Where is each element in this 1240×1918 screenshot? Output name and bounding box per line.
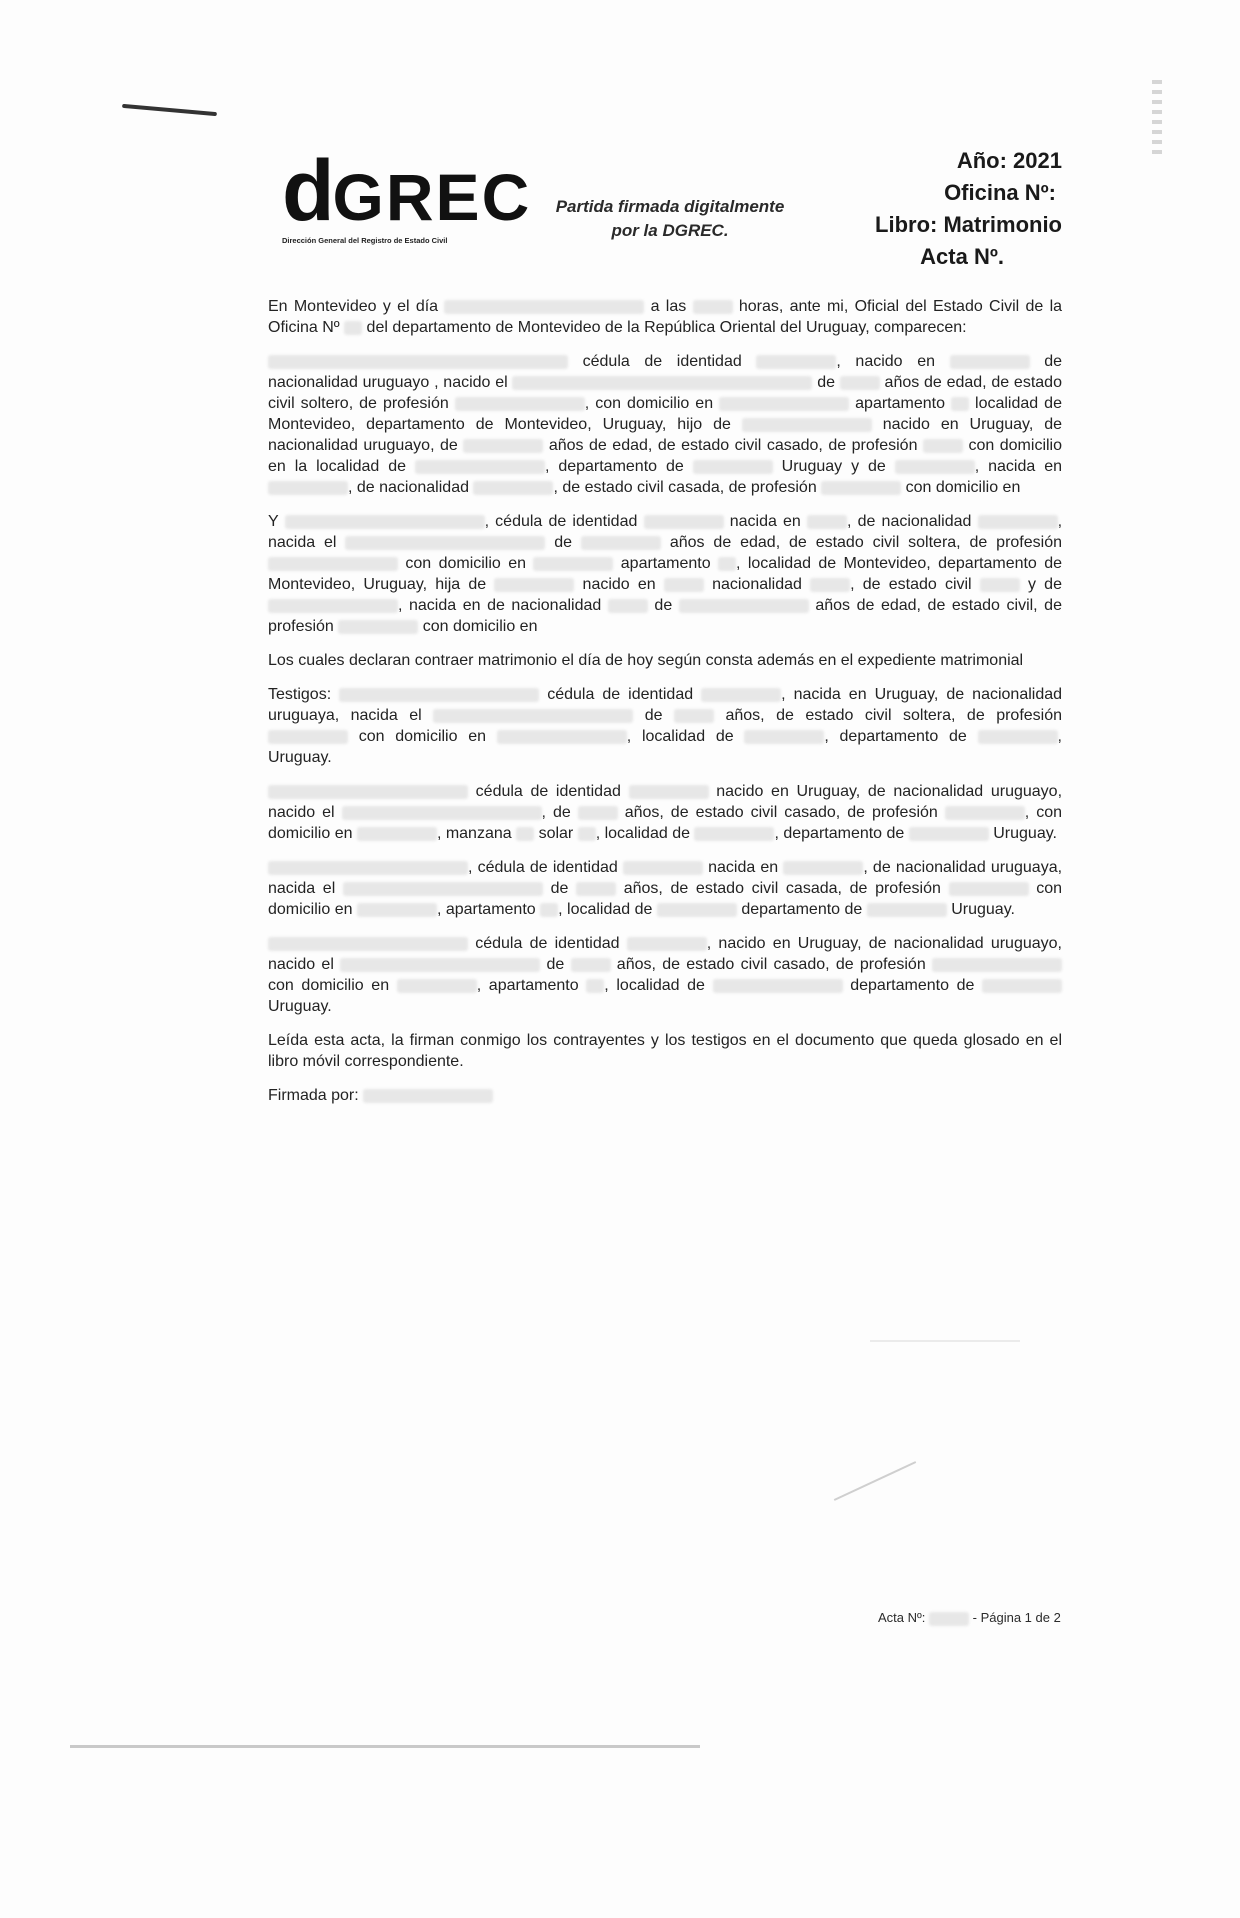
redacted-field	[810, 578, 850, 592]
redacted-field	[357, 827, 437, 841]
redacted-field	[268, 599, 398, 613]
redacted-field	[581, 536, 661, 550]
redacted-field	[268, 861, 468, 875]
bride-text: nacido en	[582, 576, 656, 593]
witness-text: departamento de	[850, 977, 975, 994]
footer-page-label: - Página 1 de 2	[972, 1610, 1061, 1625]
witness-text: con domicilio en	[268, 880, 1062, 918]
witness-text: , departamento de	[774, 825, 905, 842]
bride-text: , nacida en	[398, 597, 481, 614]
redacted-field	[644, 515, 724, 529]
witness-text: años, de estado civil casada, de profesión	[623, 880, 941, 897]
groom-text: de	[817, 374, 836, 391]
witness-text: , cédula de identidad	[468, 859, 618, 876]
redacted-field	[945, 806, 1025, 820]
redacted-field	[895, 460, 975, 474]
witness-text: , manzana	[436, 825, 512, 842]
record-number-label: Acta Nº.	[920, 244, 1004, 269]
redacted-field	[783, 861, 863, 875]
groom-text: , de estado civil casada, de profesión	[553, 479, 817, 496]
witness-text: de	[546, 956, 565, 973]
scan-artifact	[834, 1461, 916, 1501]
witness-text: , departamento de	[824, 728, 967, 745]
redacted-field	[338, 620, 418, 634]
witness-text: , Uruguay.	[268, 728, 1062, 766]
redacted-field	[713, 979, 843, 993]
witness-text: años, de estado civil casado, de profesión	[624, 804, 938, 821]
groom-text: localidad de Montevideo, departamento de Montevideo, Uruguay, hijo de	[268, 395, 1062, 433]
witness-text: años, de estado civil soltera, de profesión	[725, 707, 1063, 724]
groom-text: nacido en Uruguay, de nacionalidad uruguayo, de	[268, 416, 1063, 454]
redacted-field	[343, 882, 543, 896]
witness-text: , de	[541, 804, 571, 821]
bride-text: con domicilio en	[422, 618, 538, 635]
redacted-field	[718, 557, 736, 571]
redacted-field	[576, 882, 616, 896]
record-header	[840, 145, 1062, 273]
redacted-field	[949, 882, 1029, 896]
redacted-field	[397, 979, 477, 993]
bride-text: de	[654, 597, 673, 614]
redacted-field	[268, 557, 398, 571]
witness-text: con domicilio en	[358, 728, 487, 745]
groom-text: , con domicilio en	[584, 395, 714, 412]
bride-text: , de nacionalidad	[847, 513, 972, 530]
witness-text: , nacida en Uruguay, de nacionalidad uruguaya, nacida el	[268, 686, 1063, 724]
redacted-field	[578, 827, 596, 841]
intro-text: del departamento de Montevideo de la República Oriental del Uruguay, comparecen:	[366, 319, 967, 336]
bride-text: , de estado civil	[850, 576, 972, 593]
groom-text: , nacido en	[836, 353, 935, 370]
redacted-field	[516, 827, 534, 841]
redacted-field	[357, 903, 437, 917]
witness-text: , localidad de	[626, 728, 734, 745]
witness-text: nacida en	[708, 859, 779, 876]
bride-text: , cédula de identidad	[484, 513, 638, 530]
redacted-field	[693, 300, 733, 314]
redacted-field	[664, 578, 704, 592]
redacted-field	[742, 418, 872, 432]
groom-text: con domicilio en la localidad de	[268, 437, 1063, 475]
groom-text: años de edad, de estado civil soltero, de profesión	[268, 374, 1062, 412]
redacted-field	[629, 785, 709, 799]
redacted-field	[533, 557, 613, 571]
redacted-field	[285, 515, 485, 529]
groom-text: , de nacionalidad	[348, 479, 469, 496]
redacted-field	[679, 599, 809, 613]
redacted-field	[627, 937, 707, 951]
redacted-field	[932, 958, 1062, 972]
redacted-field	[929, 1612, 969, 1626]
page-footer	[878, 1610, 1061, 1626]
redacted-field	[756, 355, 836, 369]
redacted-field	[978, 730, 1058, 744]
office-label: Oficina Nº:	[944, 180, 1056, 205]
redacted-field	[444, 300, 644, 314]
groom-paragraph	[268, 351, 1062, 498]
redacted-field	[433, 709, 633, 723]
bride-text: nacionalidad	[712, 576, 802, 593]
witness-text: de	[550, 880, 569, 897]
signed-by-text: Firmada por:	[268, 1087, 359, 1104]
bride-text: , nacida el	[268, 513, 1063, 551]
redacted-field	[693, 460, 773, 474]
redacted-field	[473, 481, 553, 495]
witness-text: Uruguay.	[951, 901, 1015, 918]
redacted-field	[923, 439, 963, 453]
redacted-field	[807, 515, 847, 529]
witness-text: solar	[538, 825, 574, 842]
redacted-field	[268, 355, 568, 369]
witness-text: , localidad de	[558, 901, 653, 918]
redacted-field	[455, 397, 585, 411]
redacted-field	[867, 903, 947, 917]
redacted-field	[344, 321, 362, 335]
redacted-field	[578, 806, 618, 820]
intro-paragraph	[268, 296, 1062, 338]
redacted-field	[340, 958, 540, 972]
intro-text: horas, ante mi,	[738, 298, 849, 315]
redacted-field	[608, 599, 648, 613]
witness-text: , con domicilio en	[268, 804, 1062, 842]
witness-1-paragraph	[268, 684, 1062, 768]
redacted-field	[657, 903, 737, 917]
witness-text: años, de estado civil casado, de profesión	[616, 956, 926, 973]
witness-text: , localidad de	[595, 825, 690, 842]
book-label: Libro: Matrimonio	[875, 212, 1062, 237]
witness-4-paragraph	[268, 933, 1062, 1017]
bride-paragraph	[268, 511, 1062, 637]
redacted-field	[980, 578, 1020, 592]
digital-note-line-2: por la DGREC.	[611, 221, 729, 240]
redacted-field	[342, 806, 542, 820]
logo-subtitle: Dirección General del Registro de Estado Civil	[282, 236, 448, 245]
witness-text: cédula de identidad	[475, 783, 621, 800]
redacted-field	[623, 861, 703, 875]
bride-text: años de edad, de estado civil soltera, de profesión	[669, 534, 1063, 551]
redacted-field	[951, 397, 969, 411]
groom-text: , nacida en	[974, 458, 1062, 475]
redacted-field	[674, 709, 714, 723]
redacted-field	[982, 979, 1062, 993]
redacted-field	[463, 439, 543, 453]
intro-text: Oficial del Estado Civil de la Oficina Nº	[268, 298, 1063, 336]
redacted-field	[840, 376, 880, 390]
redacted-field	[512, 376, 812, 390]
dgrec-logo	[282, 143, 532, 250]
redacted-field	[719, 397, 849, 411]
witness-text: , apartamento	[436, 901, 536, 918]
redacted-field	[950, 355, 1030, 369]
groom-text: Uruguay y de	[781, 458, 886, 475]
redacted-field	[909, 827, 989, 841]
bride-text: de nacionalidad	[487, 597, 602, 614]
groom-text: cédula de identidad	[582, 353, 742, 370]
intro-text: En Montevideo y el día	[268, 298, 439, 315]
witness-3-paragraph	[268, 857, 1062, 920]
redacted-field	[497, 730, 627, 744]
groom-text: años de edad, de estado civil casado, de profesión	[548, 437, 918, 454]
intro-text: a las	[650, 298, 687, 315]
redacted-field	[268, 481, 348, 495]
scan-edge-line	[70, 1745, 700, 1748]
redacted-field	[540, 903, 558, 917]
redacted-field	[586, 979, 604, 993]
signed-by-label	[268, 1085, 1062, 1106]
redacted-field	[744, 730, 824, 744]
redacted-field	[268, 785, 468, 799]
witness-text: Uruguay.	[993, 825, 1057, 842]
logo-wordmark: dGREC	[282, 143, 532, 239]
redacted-field	[345, 536, 545, 550]
bride-text: nacida en	[729, 513, 801, 530]
bride-text: y de	[1028, 576, 1062, 593]
redacted-field	[494, 578, 574, 592]
groom-text: apartamento	[855, 395, 945, 412]
witness-text: nacido en Uruguay, de nacionalidad uruguayo, nacido el	[268, 783, 1063, 821]
footer-record-ref: Acta Nº:	[878, 1610, 926, 1625]
witness-text: de	[644, 707, 663, 724]
redacted-field	[694, 827, 774, 841]
redacted-field	[339, 688, 539, 702]
bride-text: años de edad, de estado civil, de profesión	[268, 597, 1062, 635]
redacted-field	[978, 515, 1058, 529]
groom-text: de nacionalidad uruguayo , nacido el	[268, 353, 1063, 391]
redacted-field	[571, 958, 611, 972]
closing-paragraph: Leída esta acta, la firman conmigo los contrayentes y los testigos en el documento que queda glosado en el libro móvil correspondiente.	[268, 1032, 1062, 1070]
witness-text: , de nacionalidad uruguaya, nacida el	[268, 859, 1063, 897]
redacted-field	[701, 688, 781, 702]
bride-text: Y	[268, 513, 279, 530]
redacted-field	[363, 1089, 493, 1103]
witness-text: cédula de identidad	[475, 935, 620, 952]
bride-text: , localidad de Montevideo, departamento de Montevideo, Uruguay, hija de	[268, 555, 1063, 593]
groom-text: con domicilio en	[905, 479, 1021, 496]
scan-pen-mark	[122, 104, 217, 116]
redacted-field	[268, 937, 468, 951]
declaration-paragraph: Los cuales declaran contraer matrimonio el día de hoy según consta además en el expediente matrimonial	[268, 652, 1024, 669]
redacted-field	[415, 460, 545, 474]
witness-2-paragraph	[268, 781, 1062, 844]
witness-text: , apartamento	[476, 977, 579, 994]
digital-note-line-1: Partida firmada digitalmente	[555, 197, 785, 216]
witness-text: Testigos:	[268, 686, 332, 703]
scan-artifact	[870, 1340, 1020, 1342]
scan-edge-noise	[1152, 80, 1162, 160]
year-label: Año: 2021	[956, 148, 1062, 173]
witness-text: cédula de identidad	[547, 686, 694, 703]
redacted-field	[821, 481, 901, 495]
groom-text: , departamento de	[544, 458, 684, 475]
redacted-field	[268, 730, 348, 744]
certificate-body	[268, 296, 1062, 1119]
witness-text: departamento de	[741, 901, 863, 918]
bride-text: de	[554, 534, 573, 551]
bride-text: apartamento	[620, 555, 711, 572]
witness-text: Uruguay.	[268, 998, 332, 1015]
witness-text: , nacido en Uruguay, de nacionalidad uruguayo, nacido el	[268, 935, 1062, 973]
digital-signature-note	[540, 195, 800, 243]
witness-text: con domicilio en	[268, 977, 390, 994]
witness-text: , localidad de	[604, 977, 705, 994]
bride-text: con domicilio en	[405, 555, 526, 572]
